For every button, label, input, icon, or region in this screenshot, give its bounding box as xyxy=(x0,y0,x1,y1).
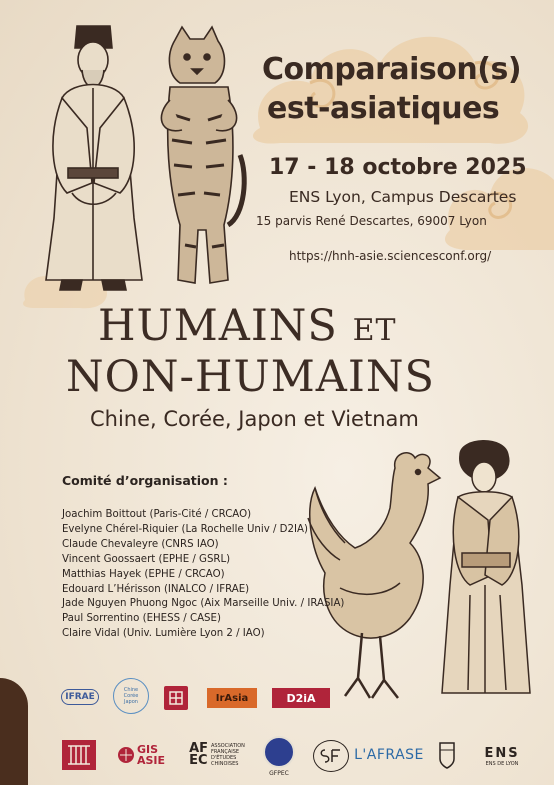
committee-list xyxy=(62,508,344,642)
committee-member: Jade Nguyen Phuong Ngoc (Aix Marseille Univ. / IRASIA) xyxy=(62,598,345,610)
committee-member: Joachim Boittout (Paris-Cité / CRCAO) xyxy=(62,509,252,520)
committee-member: Matthias Hayek (EPHE / CRCAO) xyxy=(62,568,225,580)
sfej-logo xyxy=(313,740,349,772)
committee-member: Evelyne Chérel-Riquier (La Rochelle Univ / D2IA) xyxy=(62,523,308,535)
irasia-logo: IrAsia xyxy=(207,688,257,708)
lyon-crest-logo xyxy=(436,738,458,772)
main-title-line1 xyxy=(98,301,396,351)
event-url-link[interactable]: https://hnh-asie.sciencesconf.org/ xyxy=(289,249,492,263)
event-venue: ENS Lyon, Campus Descartes xyxy=(289,188,517,206)
committee-member: Claude Chevaleyre (CNRS IAO) xyxy=(62,538,219,550)
grid-seal-logo xyxy=(62,740,96,770)
committee-member: Paul Sorrentino (EHESS / CASE) xyxy=(62,613,221,625)
d2ia-logo: D2iA xyxy=(272,688,330,708)
ens-lyon-logo: ENS ENS DE LYON xyxy=(484,745,520,767)
event-address: 15 parvis René Descartes, 69007 Lyon xyxy=(256,214,487,228)
main-title-et: ET xyxy=(352,313,397,348)
afrase-logo: L'AFRASE xyxy=(354,747,424,763)
committee-heading: Comité d’organisation : xyxy=(62,473,228,488)
scholar-illustration xyxy=(32,18,152,293)
gfpec-logo: GFPEC xyxy=(262,734,296,778)
woman-illustration xyxy=(430,435,540,700)
committee-member: Edouard L’Hérisson (INALCO / IFRAE) xyxy=(62,583,250,595)
committee-member: Vincent Goossaert (EPHE / GSRL) xyxy=(62,553,231,565)
afec-logo: AF EC ASSOCIATION FRANÇAISE D'ÉTUDES CHINOISES xyxy=(189,741,245,768)
seal-logo xyxy=(164,686,188,710)
committee-member: Claire Vidal (Univ. Lumière Lyon 2 / IAO) xyxy=(62,628,265,640)
main-subtitle: Chine, Corée, Japon et Vietnam xyxy=(90,407,419,431)
series-title-line2: est-asiatiques xyxy=(267,91,500,126)
tiger-illustration xyxy=(140,25,250,300)
event-dates: 17 - 18 octobre 2025 xyxy=(269,155,527,180)
gis-asie-logo: GIS ASIE xyxy=(112,738,170,772)
main-title-humains: HUMAINS xyxy=(98,301,338,351)
series-title-line1: Comparaison(s) xyxy=(262,52,522,87)
main-title-line2: NON-HUMAINS xyxy=(66,352,435,402)
ifrae-logo: IFRAE xyxy=(62,686,98,708)
bottom-left-bar xyxy=(0,678,28,785)
chine-coree-japon-logo: Chine Corée Japon xyxy=(113,678,149,714)
